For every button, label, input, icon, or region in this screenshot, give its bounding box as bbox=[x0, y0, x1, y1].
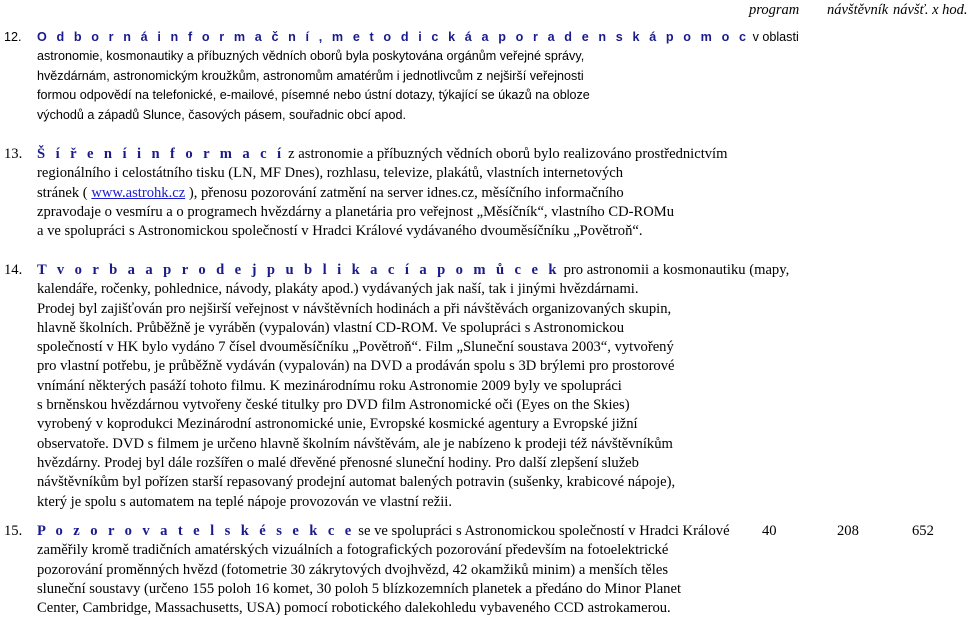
item-body bbox=[37, 522, 730, 618]
item-line: hlavně školních. Průběžně je vyráběn (vypalován) vlastní CD-ROM. Ve spolupráci s Astronomickou bbox=[37, 319, 625, 336]
item-line: observatoře. DVD s filmem je určeno hlavně školním návštěvám, ale je nabízeno k prodeji též návštěvníkům bbox=[37, 435, 673, 452]
item-body bbox=[37, 145, 727, 241]
item-line: vyrobený v koprodukci Mezinárodní astronomické unie, Evropské kosmické agentury a Evropské jižní bbox=[37, 416, 638, 433]
item-line: vnímání některých pasáží tohoto filmu. K mezinárodnímu roku Astronomie 2009 byly ve spolupráci bbox=[37, 377, 622, 394]
column-header-navstevnik: návštěvník bbox=[827, 2, 889, 18]
item-line: astronomie, kosmonautiky a příbuzných vědních oborů byla poskytována orgánům veřejné správy, bbox=[37, 49, 585, 64]
program-count: 40 bbox=[762, 523, 777, 539]
item-title: Š í ř e n í i n f o r m a c í bbox=[37, 146, 285, 162]
item-line: hvězdárny. Prodej byl dále rozšířen o malé dřevěné přenosné sluneční hodiny. Pro další zlepšení služeb bbox=[37, 454, 639, 471]
item-title: O d b o r n á i n f o r m a č n í , m e t o d i c k á a p o r a d e n s k á p o m o c bbox=[37, 30, 750, 44]
item-text: stránek ( bbox=[37, 184, 92, 201]
item-line: formou odpovědí na telefonické, e-mailové, písemné nebo ústní dotazy, týkající se úkazů na obloze bbox=[37, 88, 590, 103]
column-header-program: program bbox=[749, 2, 800, 18]
item-text: pro astronomii a kosmonautiku (mapy, bbox=[559, 262, 790, 278]
item-line: návštěvníkům byl pořízen starší repasovaný prodejní automat balených potravin (sušenky, krabicové nápoje), bbox=[37, 474, 676, 491]
item-line: společností v HK bylo vydáno 7 čísel dvouměsíčníku „Povětroň“. Film „Sluneční soustava 2003“, vytvořený bbox=[37, 339, 674, 356]
item-body bbox=[37, 261, 789, 512]
item-number: 15. bbox=[4, 523, 23, 539]
item-line: zpravodaje o vesmíru a o programech hvězdárny a planetária pro veřejnost „Měsíčník“, vlastního CD-ROMu bbox=[37, 203, 675, 220]
item-line: s brněnskou hvězdárnou vytvořeny české titulky pro DVD film Astronomické oči (Eyes on the Skies) bbox=[37, 397, 630, 414]
item-title: T v o r b a a p r o d e j p u b l i k a c í a p o m ů c e k bbox=[37, 262, 560, 278]
item-title: P o z o r o v a t e l s k é s e k c e bbox=[37, 523, 355, 539]
item-line: východů a západů Slunce, časových pásem, souřadnic obcí apod. bbox=[37, 107, 406, 122]
item-line bbox=[37, 261, 789, 280]
item-line: hvězdárnám, astronomickým kroužkům, astronomům amatérům i jednotlivcům z nejširší veřejnosti bbox=[37, 68, 584, 83]
item-line: který je spolu s automatem na teplé nápoje provozován ve vlastní režii. bbox=[37, 493, 452, 510]
item-line: regionálního i celostátního tisku (LN, MF Dnes), rozhlasu, televize, plakátů, vlastních internetových bbox=[37, 165, 624, 182]
item-line bbox=[37, 184, 727, 203]
item-number: 13. bbox=[4, 146, 23, 162]
item-text: ), přenosu pozorování zatmění na server idnes.cz, měsíčního informačního bbox=[185, 184, 624, 201]
navstevnik-count: 208 bbox=[837, 523, 859, 539]
item-line: Prodej byl zajišťován pro nejširší veřejnost v návštěvních hodinách a při návštěvách organizovaných skupin, bbox=[37, 300, 672, 317]
item-line: zaměřily kromě tradičních amatérských vizuálních a fotografických pozorování především na fotoelektrické bbox=[37, 542, 669, 559]
item-line: pro vlastní potřebu, je průběžně vydáván (vypalován) na DVD a prodáván spolu s 3D brýlemi pro prostorové bbox=[37, 358, 675, 375]
item-line: pozorování proměnných hvězd (fotometrie 30 zákrytových dvojhvězd, 42 okamžiků minim) a menších těles bbox=[37, 561, 668, 578]
item-line bbox=[37, 522, 730, 541]
item-text: v oblasti bbox=[749, 30, 799, 44]
item-text: z astronomie a příbuzných vědních oborů bylo realizováno prostřednictvím bbox=[284, 146, 728, 162]
website-link[interactable]: www.astrohk.cz bbox=[91, 184, 186, 201]
item-number: 14. bbox=[4, 262, 23, 278]
column-header-navst-hod: návšť. x hod. bbox=[893, 2, 968, 18]
navst-hod-count: 652 bbox=[912, 523, 934, 539]
item-text: se ve spolupráci s Astronomickou společností v Hradci Králové bbox=[354, 523, 730, 539]
item-line bbox=[37, 28, 799, 47]
item-line: Center, Cambridge, Massachusetts, USA) pomocí robotického dalekohledu vybaveného CCD astrokamerou. bbox=[37, 600, 671, 617]
item-line: sluneční soustavy (určeno 155 poloh 16 komet, 30 poloh 5 blízkozemních planetek a předáno do Minor Planet bbox=[37, 580, 682, 597]
item-line: a ve spolupráci s Astronomickou společností v Hradci Králové vydávaného dvouměsíčníku „Povětroň“. bbox=[37, 223, 643, 240]
item-line: kalendáře, ročenky, pohlednice, návody, plakáty apod.) vydávaných jak naší, tak i jinými hvězdárnami. bbox=[37, 281, 639, 298]
item-body bbox=[37, 28, 799, 125]
item-number: 12. bbox=[4, 30, 22, 44]
item-line bbox=[37, 145, 727, 164]
